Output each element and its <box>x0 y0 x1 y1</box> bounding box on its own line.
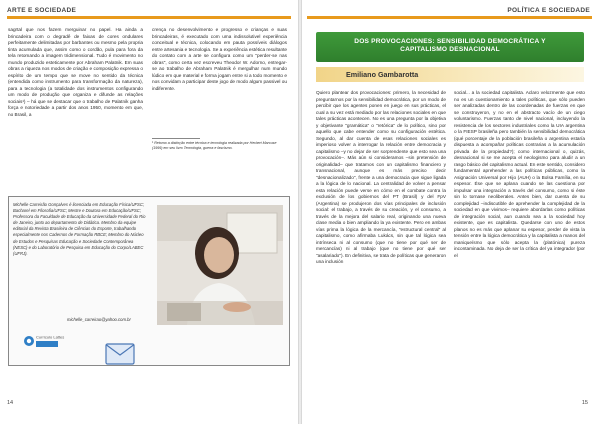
footnote: ¹ Retomo a distinção entre técnica e tecnologia realizada por Herbert Marcuse (1999) em seu livro Tecnologia, guerra e fascismo. <box>152 141 277 150</box>
lattes-logo[interactable] <box>23 329 65 353</box>
right-col1-paragraph: Quiero plantear dos provocaciones: primero, la necesidad de preguntarnos por la sensibilidad democrática, por un modo de percibir que los agentes ponen en juego en sus prácticas, el cual a su vez está mediado por las relaciones sociales en que tales prácticas acontecen. No es una pregunta por la objetiva y objetivante "gramática" o "retórica" de lo político, sino por aquello que cabe entender como su configuración estética. Segundo, al dar cuenta de esas relaciones sociales es imperioso volver a interrogar la relación entre democracia y capitalismo –y no dejar de ser sorprendente que esto sea una provocación–. Más aún si consideramos –sin pretensión de originalidad– que tratamos con un capitalismo financiero y transnacional, aunque es más preciso decir "desnacionalizado", frente a una democracia que sigue ligada a la lógica de lo nacional. La centralidad de volver a pensar esta relación puede verse en cómo en el combate contra la exclusión de los gobiernos del PT (Brasil) y del FpV (Argentina) se produjeron dos vías principales de inclusión social: el trabajo, a través de su creación, y el consumo, a través de la mejora del salario real, originando una nueva clase media o bien ampliando la ya existente. Pero en ambas vías prima la lógica de la mercancía, "estructural central" al capitalismo, como afirmaba Lukács, sin que tal lógica sea intrínseca ni al consumo (que no tiene por qué ser de mercancías) ni al trabajo (que no tiene por qué ser "asalariado"). En definitiva, se trata de políticas que generaron una inclusión <box>316 90 446 264</box>
page-number-left: 14 <box>7 400 14 406</box>
author-bio-box <box>8 196 290 366</box>
article-title <box>316 38 584 55</box>
header-rule-left <box>7 16 291 19</box>
footnote-divider <box>152 138 200 139</box>
right-col2-paragraph: social... a la sociedad capitalista. Aclaro velozmente que esto no es un cuestionamiento a tales políticas, que sólo pueden ser analizadas dentro de las coordenadas de fuerzas en que se construyeron, y no en el abstracto vacío de un ciego voluntarismo. Fuerzas tanto de nivel nacional, incluyendo la resistencia de los sectores industriales como la UIA argentina o la FIESP brasileña pero también la sensibilidad democrática (qué porcentaje de la población brasileña o argentina estaría dispuesta a acompañar políticas contrarias a la acumulación privada de la propiedad?); como internacional o, quizás, desnacional si se me acepta el neologismo para aludir a un rasgo básico del capitalismo actual. En este sentido, considero fundamental aprehender a las políticas públicas, como la Asignación Universal por Hijo (AUH) o la Bolsa Família, en su espesor. Ése que se aplana cuando se las cuestiona por impulsar una integración a través del consumo, como si éste sin lo tornase neoliberales. Antes bien, dar cuenta de su complejidad –indiscutible de aprehender la complejidad de la sociedad en que vivimos– requiere abordarlas como políticas de integración social, aun cuando sea a la sociedad hoy existente, que es capitalista. Quedarse con uno de estos planos no es más que aplanar su espesor, perder de vista la tensión entre la lógica democrática y la capitalista a manos del maniqueísmo que sólo acepta la (platónica) pureza incontaminada. No deja de ser la crítica del ya integrador (por el <box>454 90 585 258</box>
article-title-banner <box>316 32 584 62</box>
header-rule-right <box>307 16 592 19</box>
section-header-left: ARTE E SOCIEDADE <box>7 7 77 14</box>
page-number-right: 15 <box>581 400 588 406</box>
section-header-right: POLÍTICA E SOCIEDADE <box>507 7 590 14</box>
mail-icon[interactable] <box>105 343 135 365</box>
left-col1-paragraph: sagrtal que nos fazem merguinar no papel. Ha ainda a brincadeira com o degradê de faixas de cores ondulares perfeitamente delimitadas por barbantes ou mesmo pela propria tinta acumulada que, assim como o cordão, pula para fora da tela retomando a imagem tridimensional. Tudo é movimento no mundo produzido esteticamente por Abraham Palatnik. Em suas obras a riqueza nos modos de criação e composição expressa o espírito de um tempo que se move no sentido da técnica (entendida como instrumento para transformação da natureza), para a tecnologia (a totalidade dos instrumentos configurando um modo de produção que organiza e difunde as relações sociais¹) – há que se destacar que o trabalho de Palatnik ganha força e notoriedade a partir dos anos 1950, momento em que, no Brasil, a <box>8 27 143 117</box>
left-text-column-1 <box>8 27 143 119</box>
author-email[interactable]: michelle_carreirao@yahoo.com.br <box>67 317 131 322</box>
right-text-column-1 <box>316 90 446 267</box>
author-bio: Michelle Carreirão Gonçalves é licenciada em Educação Física/UFSC; Bacharel em Filosofia/UFSC; Mestre e Doutora em Educação/UFSC; Professora da Faculdade de Educação da Universidade Federal do Rio de Janeiro, junto ao departamento de Didática. Membro da equipe editorial da Revista Brasileira de Ciências do Esporte, trabalhando especialmente nos Cadernos de Formação RBCE; Membro do Núcleo de Estudos e Pesquisas Educação e Sociedade Contemporânea (NESC) e do Laboratório de Pesquisa em Educação do Corpo/LABEC (UFRJ). <box>13 202 146 256</box>
lattes-label: Currículo Lattes <box>36 334 65 340</box>
left-col2-paragraph: crença no desenvolvimento e progresso e crianças e suas brincadeiras, é executado com uma indissolutivel experiência conceitual e técnica, colocando em pauta possíveis diálogos entre artesania e tecnologia. Se a experiência estética resultante do contato com a arte se configura como um "perder-se nas obras", como certa vez escreveu Theodor W. Adorno, entregar-se ao trabalho de Abraham Palatnik é mergulhar num mundo lúdico em que material e forma jogam entre si a todo momento e nos convidam a participar deste jogo de modo algum passivel ou indiferente. <box>152 27 287 91</box>
right-text-column-2 <box>454 90 585 260</box>
right-page <box>302 0 600 424</box>
author-photo <box>157 205 283 325</box>
left-page <box>0 0 298 424</box>
author-bar <box>316 67 584 82</box>
article-title-line-2: CAPITALISMO DESNACIONAL <box>400 46 500 54</box>
article-title-line-1: DOS PROVOCACIONES: SENSIBILIDAD DEMOCRÁTICA Y <box>354 38 546 45</box>
article-author: Emiliano Gambarotta <box>346 70 419 79</box>
left-text-column-2 <box>152 27 287 93</box>
